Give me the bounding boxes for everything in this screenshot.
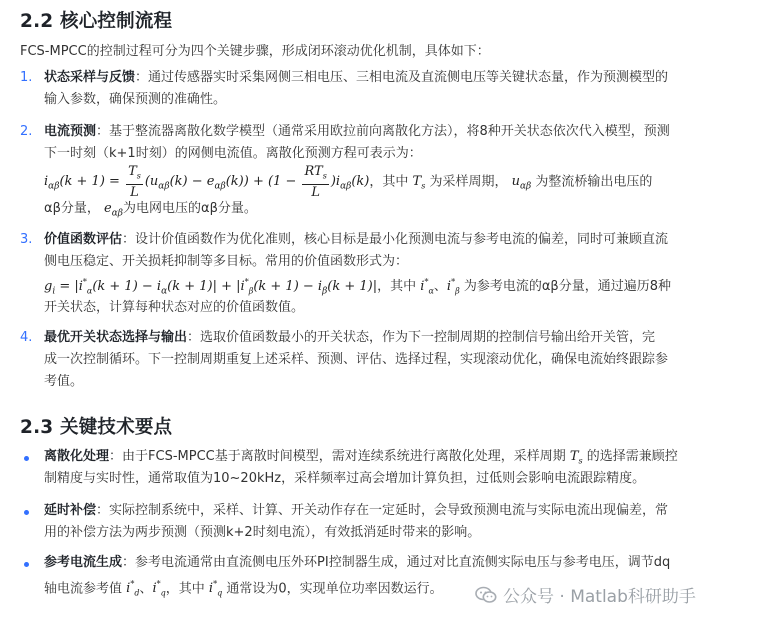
bullet-dot-1 [24,456,29,461]
eq3-ref-desc: 为参考电流的αβ分量，通过遍历8种 [463,279,671,294]
step-1-term: 状态采样与反馈 [44,70,136,85]
cost-function-equation: $g_i = |i^*_\alpha(k + 1) - i_\alpha(k + 1)| + |i^*_\beta(k + 1) - i_\beta(k + 1)|$，其中 $i^*_\alpha$、$i^*_\beta$ 为参考电流的αβ分量，通过遍历8种 [44,277,671,297]
eq2-tail: ，其中 [369,174,409,190]
cost-formula: $g_i = |i^*_\alpha(k + 1) - i_\alpha(k + 1)| + |i^*_\beta(k + 1) - i_\beta(k + 1)|$ [44,277,378,297]
step-2-line1: ：基于整流器离散化数学模型（通常采用欧拉前向离散化方法），将8种开关状态依次代入模型，预测 [96,124,670,139]
step-4-term: 最优开关状态选择与输出 [44,330,188,345]
step-3-term: 价值函数评估 [44,232,123,247]
step-4-line1: ：选取价值函数最小的开关状态，作为下一控制周期的控制信号输出给开关管，完 [187,330,656,345]
bullet-3: 参考电流生成：参考电流通常由直流侧电压外环PI控制器生成，通过对比直流侧实际电压与参考电压，调节dq 轴电流参考值 $i^*_d$、$i^*_q$，其中 $i^*_q$ 通常设为0，实现单位功率因数运行。 [44,555,671,598]
step-1 [44,67,744,111]
section-heading-2-2: 2.2 核心控制流程 [20,11,173,32]
step-3-line4: 开关状态，计算每种状态对应的价值函数值。 [44,300,305,315]
step-2-line4: αβ分量， $e_{\alpha\beta}$为电网电压的αβ分量。 [44,201,257,219]
step-marker-1: 1. [20,70,33,85]
step-3-line1: ：设计价值函数作为优化准则，核心目标是最小化预测电流与参考电流的偏差，同时可兼顾直流 [122,232,669,247]
eq2-u-desc: 为整流桥输出电压的 [535,174,653,190]
step-marker-3: 3. [20,232,33,247]
wechat-icon [475,586,497,604]
step-2 [44,121,744,165]
step-4-line3: 考值。 [44,374,84,389]
bullet-1: 离散化处理：由于FCS-MPCC基于离散时间模型，需对连续系统进行离散化处理，采样周期 $T_s$ 的选择需兼顾控 制精度与实时性，通常取值为10~20kHz，采样频率过高会增加计算负担，过低则会影响电流跟踪精度。 [44,449,678,486]
section-intro: FCS-MPCC的控制过程可分为四个关键步骤，形成闭环滚动优化机制，具体如下： [20,44,490,59]
section-heading-2-3: 2.3 关键技术要点 [20,417,173,438]
prediction-formula: $i_{\alpha\beta}(k + 1)$ = $\frac{T_s}{L}$ $(u_{\alpha\beta}(k) - e_{\alpha\beta}(k)) + (1$ − $\frac{RT_s}{L}$ )$i_{\alpha\beta}(k)$ [44,164,370,200]
bullet-2: 延时补偿：实际控制系统中，采样、计算、开关动作存在一定延时，会导致预测电流与实际电流出现偏差，常 用的补偿方法为两步预测（预测k+2时刻电流），有效抵消延时带来的影响。 [44,503,669,540]
step-4-line2: 成一次控制循环。下一控制周期重复上述采样、预测、评估、选择过程，实现滚动优化，确保电流始终跟踪参 [44,352,669,367]
step-2-term: 电流预测 [44,124,97,139]
step-3 [44,229,744,273]
step-1-line1: ：通过传感器实时采集网侧三相电压、三相电流及直流侧电压等关键状态量，作为预测模型的 [135,70,669,85]
eq3-tail: ，其中 [377,279,417,294]
prediction-equation: $i_{\alpha\beta}(k + 1)$ = $\frac{T_s}{L}$ $(u_{\alpha\beta}(k) - e_{\alpha\beta}(k)) + (1$ − $\frac{RT_s}{L}$ )$i_{\alpha\beta}(k)$，其中 $T_s$ 为采样周期， $u_{\alpha\beta}$ 为整流桥输出电压的 [44,164,653,200]
step-2-line2: 下一时刻（k+1时刻）的网侧电流值。离散化预测方程可表示为： [44,146,422,161]
step-marker-4: 4. [20,330,33,345]
watermark-text: 公众号 · Matlab科研助手 [503,587,696,607]
watermark [475,582,696,607]
bullet-dot-2 [24,510,29,515]
step-3-line2: 侧电压稳定、开关损耗抑制等多目标。常用的价值函数形式为： [44,254,409,269]
step-4 [44,327,744,393]
step-1-line2: 输入参数，确保预测的准确性。 [44,92,227,107]
eq2-ts-desc: 为采样周期， [429,174,508,190]
bullet-dot-3 [24,562,29,567]
step-marker-2: 2. [20,124,33,139]
